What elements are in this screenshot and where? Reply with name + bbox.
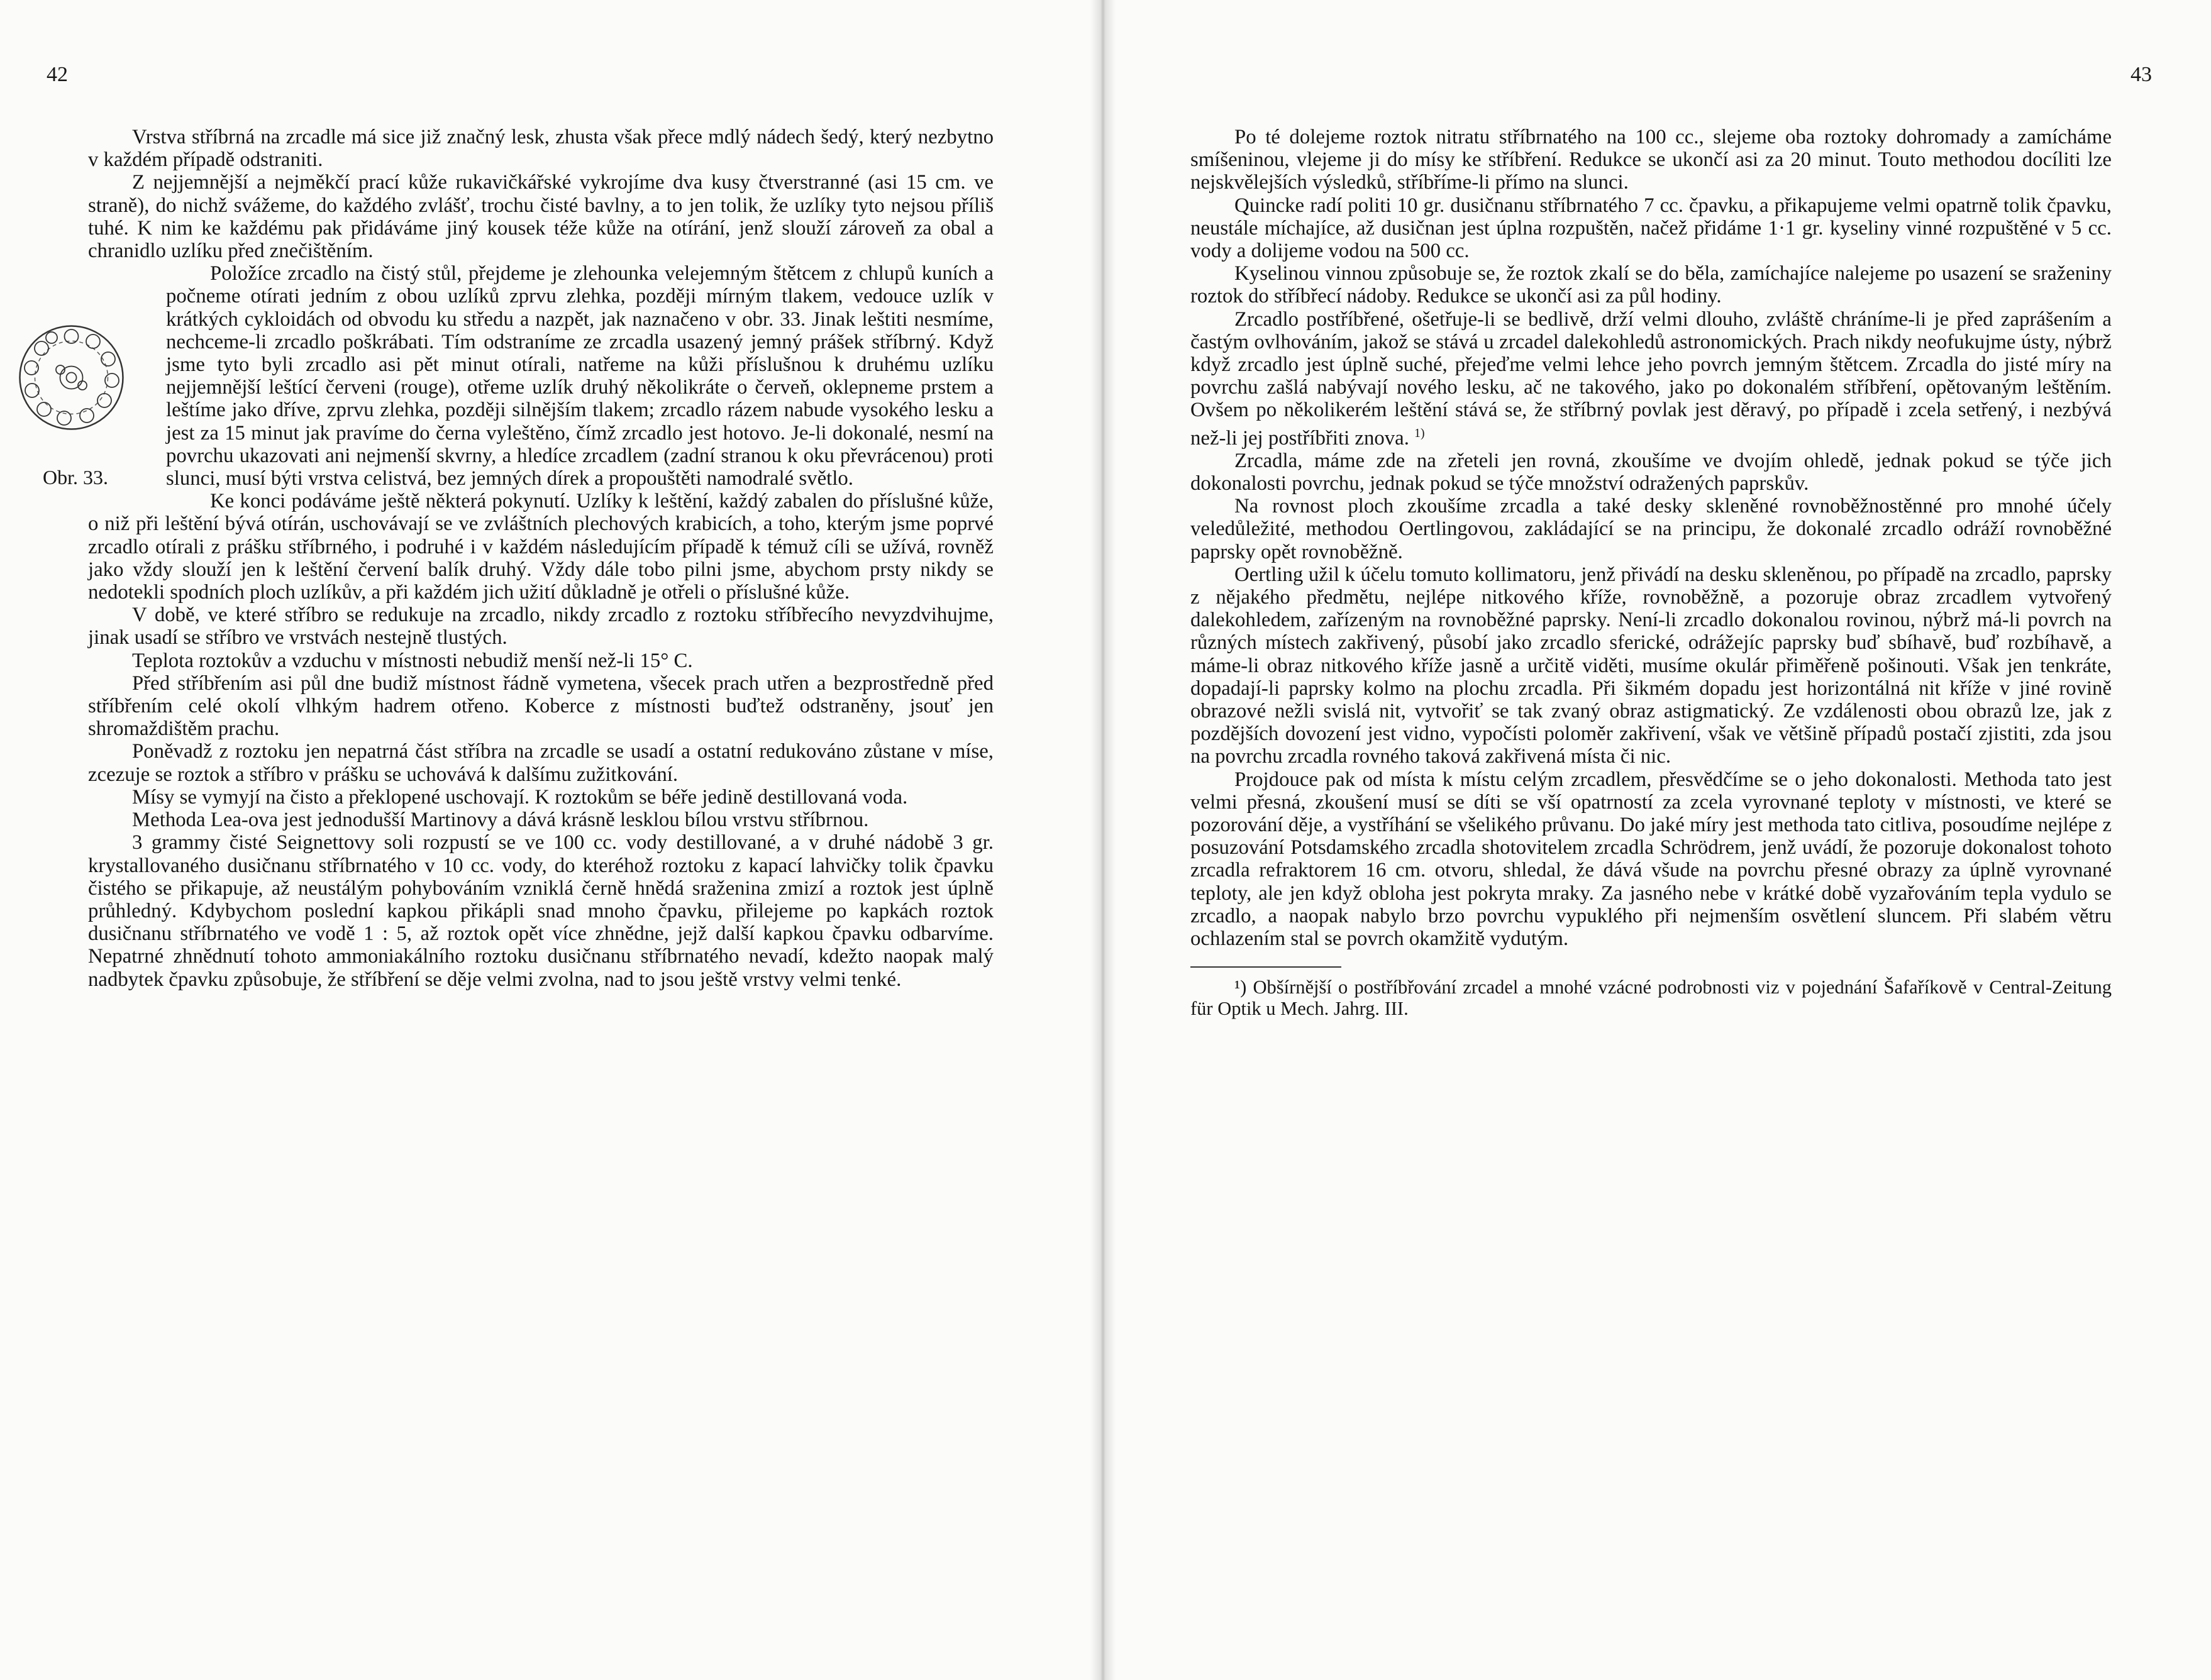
- paragraph: Mísy se vymyjí na čisto a překlopené uschovají. K roztokům se béře jedině destillovaná voda.: [132, 785, 908, 809]
- paragraph: Projdouce pak od místa k místu celým zrcadlem, přesvědčíme se o jeho dokonalosti. Methoda tato jest velmi přesná, zkoušení musí se díti se vší opatrností za zcela vyrovnané teploty v místnosti, ve které se pozorování děje, a vystříhání se všelikého průvanu. Do jaké míry jest methoda tato citliva, posoudíme nejlépe z posuzování Potsdamského zrcadla shotovitelem zrcadla Schrödrem, jenž uvádí, že pozoruje dokonalost tohoto zrcadla refraktorem 16 cm. otvoru, shledal, že dává všude na povrchu přesné obrazy za úplně vyrovnané teploty, ale jen když obloha jest pokryta mraky. Za jasného nebe v krátké době vyzařováním tepla vydulo se zrcadlo, a naopak nabylo brzo povrchu vypuklého při nejmenším osvětlení sluncem. Při slabém větru ochlazením stal se povrch okamžitě vydutým.: [1190, 768, 2112, 951]
- right-page-text: [1190, 126, 2112, 1019]
- paragraph: 3 grammy čisté Seignettovy soli rozpustí se ve 100 cc. vody destillované, a v druhé nádobě 3 gr. krystallovaného dusičnanu stříbrnatého v 10 cc. vody, do kteréhož roztoku z kapací lahvičky tolik čpavku čistého se přikapuje, až neustálým pohybováním vzniklá černě hnědá sraženina zmizí a roztok jest úplně průhledný. Kdybychom poslední kapkou přikápli snad mnoho čpavku, přilejeme po kapkách roztok dusičnanu stříbrnatého ve vodě 1 : 5, až roztok opět více zhnědne, jejž další kapkou čpavku odbarvíme. Nepatrné zhnědnutí tohoto ammoniakálního roztoku dusičnanu stříbrnatého nevadí, kdežto naopak malý nadbytek čpavku způsobuje, že stříbření se děje velmi zvolna, nad to jsou ještě vrstvy velmi tenké.: [88, 831, 994, 991]
- paragraph: Quincke radí politi 10 gr. dusičnanu stříbrnatého 7 cc. čpavku, a přikapujeme velmi opatrně tolik čpavku, neustále míchajíce, až dusičnan jest úplna rozpuštěn, načež přidáme 1·1 gr. kyseliny vinné rozpuštěné v 5 cc. vody a dolijeme vodou na 500 cc.: [1190, 194, 2112, 263]
- paragraph-text: Zrcadlo postříbřené, ošetřuje-li se bedlivě, drží velmi dlouho, zvláště chráníme-li je před zaprášením a častým ovlhováním, jakož se stává u zrcadel dalekohledů astronomických. Prach nikdy neofukujme ústy, nýbrž když zrcadlo jest úplně suché, přejeďme velmi lehce jeho povrch jemným štětcem. Zrcadla do jisté míry na povrchu zašlá nabývají nového lesku, ač ne takového, jako po dokonalém stříbření, opětovaným leštěním. Ovšem po několikerém leštění stává se, že stříbrný povlak jest děravý, po případě i zcela setřený, i nezbývá než-li jej postříbřiti znova.: [1190, 307, 2112, 450]
- figure-caption: Obr. 33.: [43, 466, 108, 489]
- footnote-rule: [1190, 966, 1341, 968]
- footnote: [1190, 976, 2112, 1019]
- paragraph: Po té dolejeme roztok nitratu stříbrnatého na 100 cc., slejeme oba roztoky dohromady a zamícháme smíšeninou, vlejeme ji do mísy ke stříbření. Redukce se ukončí asi za 20 minut. Touto methodou docíliti lze nejskvělejších výsledků, stříbříme-li přímo na slunci.: [1190, 126, 2112, 194]
- page-number: 43: [2131, 63, 2152, 86]
- paragraph: Kyselinou vinnou způsobuje se, že roztok zkalí se do běla, zamíchajíce nalejeme po usazení se sraženiny roztok do stříbřecí nádoby. Redukce se ukončí asi za půl hodiny.: [1190, 262, 2112, 308]
- left-page: [0, 0, 1100, 1680]
- paragraph: Poněvadž z roztoku jen nepatrná část stříbra na zrcadle se usadí a ostatní redukováno zůstane v míse, zcezuje se roztok a stříbro v prášku se uchovává k dalšímu zužitkování.: [88, 740, 994, 786]
- cycloid-diagram: [16, 323, 126, 433]
- paragraph: Na rovnost ploch zkoušíme zrcadla a také desky skleněné rovnoběžnostěnné pro mnohé účely veledůležité, methodou Oertlingovou, zakládající se na principu, že dokonalé zrcadlo odráží rovnoběžné paprsky opět rovnoběžně.: [1190, 495, 2112, 563]
- paragraph: V době, ve které stříbro se redukuje na zrcadlo, nikdy zrcadlo z roztoku stříbřecího nevyzdvihujme, jinak usadí se stříbro ve vrstvách nestejně tlustých.: [88, 604, 994, 649]
- paragraph: Methoda Lea-ova jest jednodušší Martinovy a dává krásně lesklou bílou vrstvu stříbrnou.: [132, 809, 869, 832]
- paragraph: Položíce zrcadlo na čistý stůl, přejdeme je zlehounka velejemným štětcem z chlupů kuních a počneme otírati jedním z obou uzlíků zprvu zlehka, později mírným tlakem, vedouce uzlík v krátkých cykloidách od obvodu ku středu a nazpět, jak naznačeno v obr. 33. Jinak leštiti nesmíme, nechceme-li zrcadlo poškrábati. Tím odstraníme ze zrcadla usazený jemný prášek stříbrný. Když jsme tyto byli zrcadlo asi pět minut otírali, natřeme na kůži příslušnou k druhému uzlíku nejjemnější leštící červeni (rouge), otřeme uzlík druhý několikráte o červeň, oklepneme prstem a leštíme jako dříve, zprvu zlehka, později silnějším tlakem; zrcadlo rázem nabude vysokého lesku a jest za 15 minut jak pravíme do černa vyleštěno, čímž zrcadlo jest hotovo. Je-li dokonalé, nesmí na povrchu ukazovati ani nejmenší skvrny, a hledíce zrcadlem (zadní stranou k oku převrácenou) proti slunci, musí býti vrstva celistvá, bez jemných dírek a propouštěti namodralé světlo.: [166, 262, 994, 490]
- footnote-text: ¹) Obšírnější o postříbřování zrcadel a mnohé vzácné podrobnosti viz v pojednání Šafaříkově v Central-Zeitung für Optik u Mech. Jahrg. III.: [1190, 976, 2112, 1020]
- paragraph: Před stříbřením asi půl dne budiž místnost řádně vymetena, všecek prach utřen a bezprostředně před stříbřením celé okolí vlhkým hadrem otřeno. Koberce z místnosti buďtež odstraněny, jsouť jen shromaždištěm prachu.: [88, 671, 994, 741]
- paragraph: Oertling užil k účelu tomuto kollimatoru, jenž přivádí na desku skleněnou, po případě na zrcadlo, paprsky z nějakého předmětu, nejlépe nitkového kříže, rovnoběžně, a pozoruje obraz zrcadlem vytvořený dalekohledem, zařízeným na rovnoběžné paprsky. Není-li zrcadlo dokonalou rovinou, nýbrž má-li povrch na různých místech zakřivený, působí jako zrcadlo sferické, odrážejíc paprsky buď sbíhavě, buď rozbíhavě, a máme-li obraz nitkového kříže jasně a určitě viděti, musíme okulár přiměřeně pošinouti. Však jen tenkráte, dopadají-li paprsky kolmo na plochu zrcadla. Při šikmém dopadu jest horizontálná nit kříže v jiné rovině obrazové nežli svislá nit, vytvořiť se tak zvaný obraz astigmatický. Ze vzdálenosti obou obrazů lze, jak z pozdějších dovození jest vidno, vypočísti poloměr zakřivení, však ve většině případů postačí zjistiti, zda jsou na povrchu zrcadla rovného taková zakřivená místa či nic.: [1190, 563, 2112, 768]
- left-page-text: [43, 126, 994, 991]
- paragraph: Z nejjemnější a nejměkčí prací kůže rukavičkářské vykrojíme dva kusy čtverstranné (asi 15 cm. ve straně), do nichž svážeme, do každého zvlášť, trochu čisté bavlny, a to jen tolik, že uzlíky tyto nejsou příliš tuhé. K nim ke každému pak přidáváme jiný kousek téže kůže na otírání, jenž slouží zároveň za obal a chranidlo uzlíku před znečištěním.: [88, 171, 994, 263]
- right-page: [1106, 0, 2211, 1680]
- page-number: 42: [47, 63, 68, 86]
- paragraph: Teplota roztokův a vzduchu v místnosti nebudiž menší než-li 15° C.: [132, 649, 693, 672]
- paragraph: Ke konci podáváme ještě některá pokynutí. Uzlíky k leštění, každý zabalen do příslušné kůže, o niž při leštění bývá otírán, uschovávají se ve zvláštních plechových krabicích, a toho, kterým jsme poprvé zrcadlo otírali z prášku stříbrného, i podruhé i v každém následujícím případě k témuž cíli se užívá, rovněž jako vždy slouží jen k leštění červení balík druhý. Vždy dále tobo pilni jsme, abychom prsty nikdy se nedotekli spodních ploch uzlíkův, a při každém jich užití důkladně je otřeli o příslušné kůže.: [88, 490, 994, 604]
- paragraph: [1190, 308, 2112, 450]
- paragraph: Zrcadla, máme zde na zřeteli jen rovná, zkoušíme ve dvojím ohledě, jednak pokud se týče jich dokonalosti povrchu, jednak pokud se týče množství odražených paprskův.: [1190, 449, 2112, 495]
- figure-33: [0, 323, 157, 499]
- footnote-reference: 1): [1414, 426, 1425, 440]
- paragraph: Vrstva stříbrná na zrcadle má sice již značný lesk, zhusta však přece mdlý nádech šedý, který nezbytno v každém případě odstraniti.: [88, 126, 994, 172]
